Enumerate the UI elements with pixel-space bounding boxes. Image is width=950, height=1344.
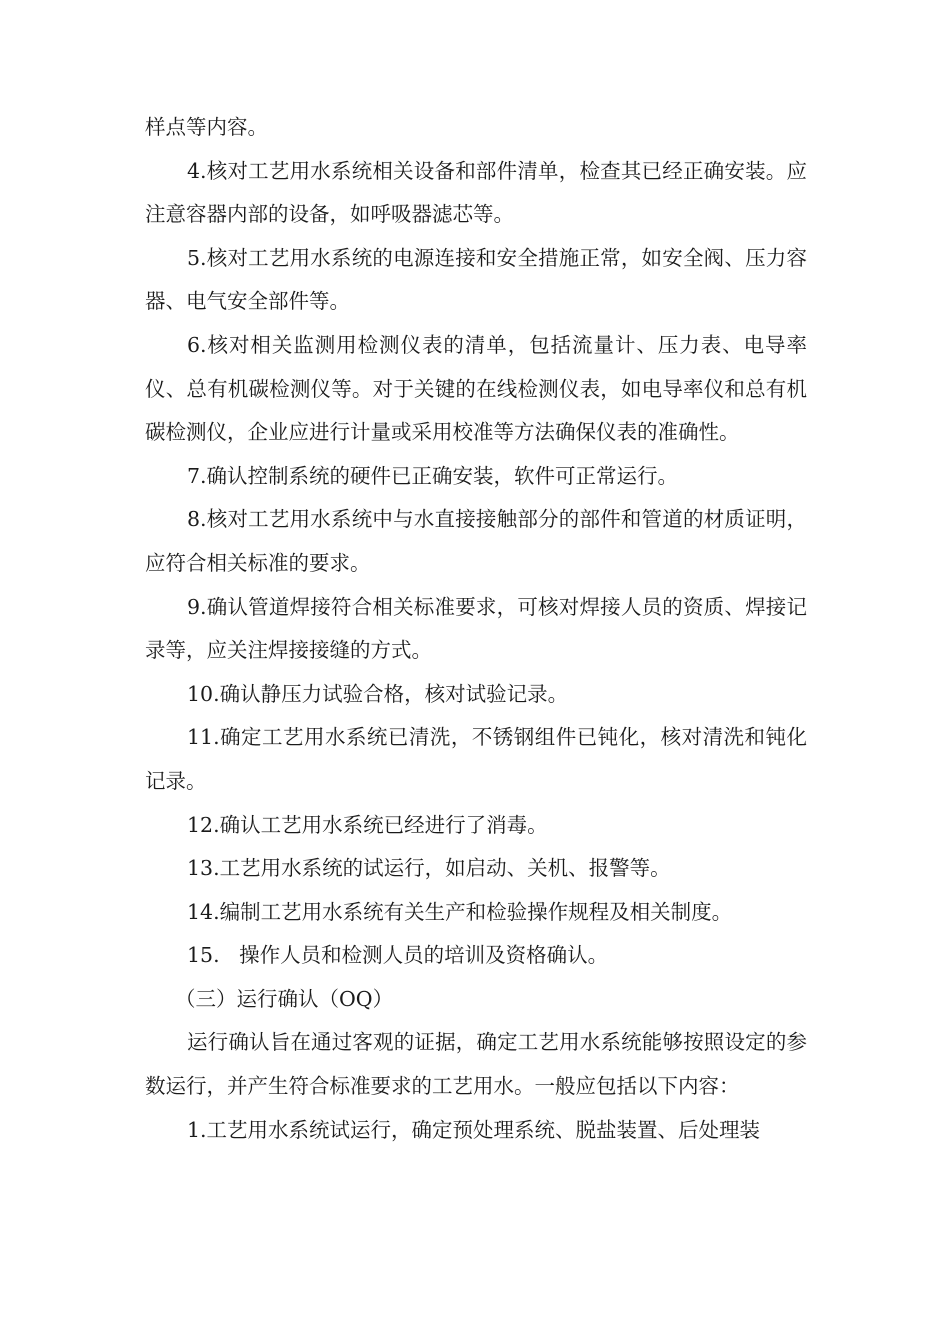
paragraph-item-4: 4.核对工艺用水系统相关设备和部件清单，检查其已经正确安装。应注意容器内部的设备，如呼吸器滤芯等。: [145, 158, 807, 227]
paragraph-item-6: 6.核对相关监测用检测仪表的清单，包括流量计、压力表、电导率仪、总有机碳检测仪等。对于关键的在线检测仪表，如电导率仪和总有机碳检测仪，企业应进行计量或采用校准等方法确保仪表的准确性。: [145, 332, 807, 445]
paragraph-item-15: 15. 操作人员和检测人员的培训及资格确认。: [187, 943, 609, 968]
paragraph-item-5: 5.核对工艺用水系统的电源连接和安全措施正常，如安全阀、压力容器、电气安全部件等。: [145, 245, 807, 314]
paragraph-item-9: 9.确认管道焊接符合相关标准要求，可核对焊接人员的资质、焊接记录等，应关注焊接接缝的方式。: [145, 594, 807, 663]
paragraph-item-12: 12.确认工艺用水系统已经进行了消毒。: [187, 812, 548, 837]
paragraph-item-8: 8.核对工艺用水系统中与水直接接触部分的部件和管道的材质证明，应符合相关标准的要求。: [145, 507, 807, 575]
paragraph-item-7: 7.确认控制系统的硬件已正确安装，软件可正常运行。: [187, 463, 679, 488]
section-heading-oq: （三）运行确认（OQ）: [175, 986, 394, 1011]
paragraph-item-13: 13.工艺用水系统的试运行，如启动、关机、报警等。: [187, 856, 671, 881]
paragraph-oq-intro: 运行确认旨在通过客观的证据，确定工艺用水系统能够按照设定的参数运行，并产生符合标准要求的工艺用水。一般应包括以下内容：: [145, 1030, 807, 1099]
paragraph-item-10: 10.确认静压力试验合格，核对试验记录。: [187, 681, 569, 706]
document-body: [145, 106, 807, 1152]
paragraph-item-14: 14.编制工艺用水系统有关生产和检验操作规程及相关制度。: [187, 899, 733, 924]
paragraph-continuation: 样点等内容。: [145, 115, 268, 139]
paragraph-oq-item-1: 1.工艺用水系统试运行，确定预处理系统、脱盐装置、后处理装: [187, 1117, 761, 1142]
paragraph-item-11: 11.确定工艺用水系统已清洗，不锈钢组件已钝化，核对清洗和钝化记录。: [145, 725, 807, 793]
